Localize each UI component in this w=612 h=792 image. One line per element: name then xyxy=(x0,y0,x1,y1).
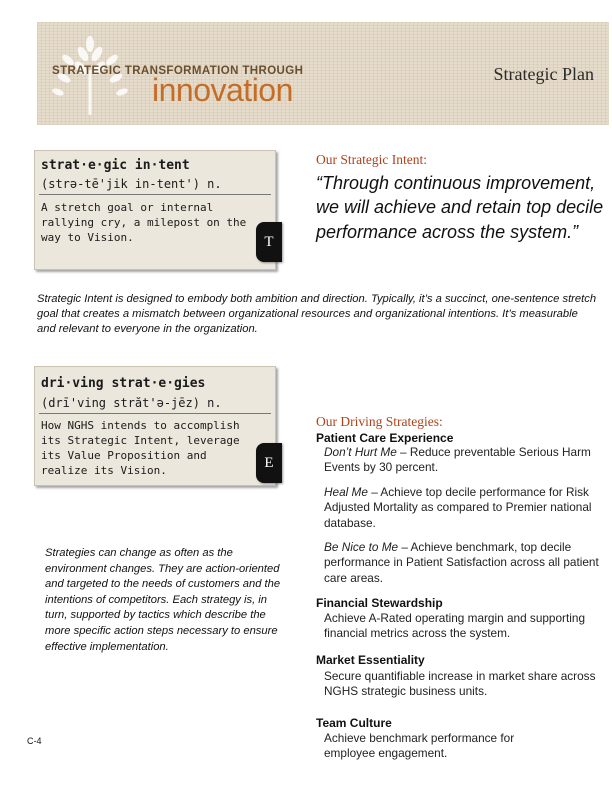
strategy-item: Achieve A-Rated operating margin and supporting financial metrics across the system. xyxy=(324,611,586,641)
card-divider xyxy=(39,194,271,195)
card-definition: How NGHS intends to accomplish its Strategic Intent, leverage its Value Proposition and realize its Vision. xyxy=(41,419,240,477)
strategic-intent-quote: “Through continuous improvement, we will achieve and retain top decile performance across the system.” xyxy=(316,173,604,242)
card-tab-e: E xyxy=(256,443,282,483)
card-divider xyxy=(39,413,271,414)
page-number: C-4 xyxy=(27,736,42,746)
card-tab-t: T xyxy=(256,222,282,262)
strategic-intent-definition-card xyxy=(34,150,276,270)
card-term: dri·ving strat·e·gies xyxy=(41,376,206,391)
strategy-item: Achieve benchmark performance for employee engagement. xyxy=(324,731,515,761)
strategic-intent-description: Strategic Intent is designed to embody both ambition and direction. Typically, it’s a succinct, one-sentence stretch goal that creates a mismatch between organizational resources and organizational intentions. It’s measurable and relevant to everyone in the organization. xyxy=(37,293,597,335)
card-pronunciation: (strə-tē'jik in-tent') n. xyxy=(41,177,222,191)
brand-tagline: STRATEGIC TRANSFORMATION THROUGH xyxy=(52,65,304,77)
card-definition: A stretch goal or internal rallying cry, a milepost on the way to Vision. xyxy=(41,201,247,244)
category-title: Market Essentiality xyxy=(316,653,425,667)
strategy-item: Be Nice to Me – Achieve benchmark, top decile performance in Patient Satisfaction across all patient care areas. xyxy=(324,540,599,585)
card-term: strat·e·gic in·tent xyxy=(41,158,190,173)
category-title: Team Culture xyxy=(316,716,392,730)
strategic-intent-heading: Our Strategic Intent: xyxy=(316,152,427,167)
category-title: Patient Care Experience xyxy=(316,431,454,445)
driving-strategies-heading: Our Driving Strategies: xyxy=(316,414,443,429)
category-title: Financial Stewardship xyxy=(316,596,443,610)
strategies-side-note: Strategies can change as often as the environment changes. They are action-oriented and targeted to the needs of customers and the intentions of competitors. Each strategy is, in turn, supported by tactics which describe the more specific action steps necessary to ensure effective implementation. xyxy=(45,547,281,653)
card-pronunciation: (drī'ving străt'ə-jēz) n. xyxy=(41,396,222,410)
driving-strategies-definition-card xyxy=(34,366,276,486)
page-title: Strategic Plan xyxy=(493,64,594,84)
strategy-item: Secure quantifiable increase in market share across NGHS strategic business units. xyxy=(324,669,596,699)
strategy-item: Don’t Hurt Me – Reduce preventable Serious Harm Events by 30 percent. xyxy=(324,445,591,475)
brand-wordmark: innovation xyxy=(152,72,293,108)
strategy-item: Heal Me – Achieve top decile performance for Risk Adjusted Mortality as compared to Premier national database. xyxy=(324,485,592,530)
